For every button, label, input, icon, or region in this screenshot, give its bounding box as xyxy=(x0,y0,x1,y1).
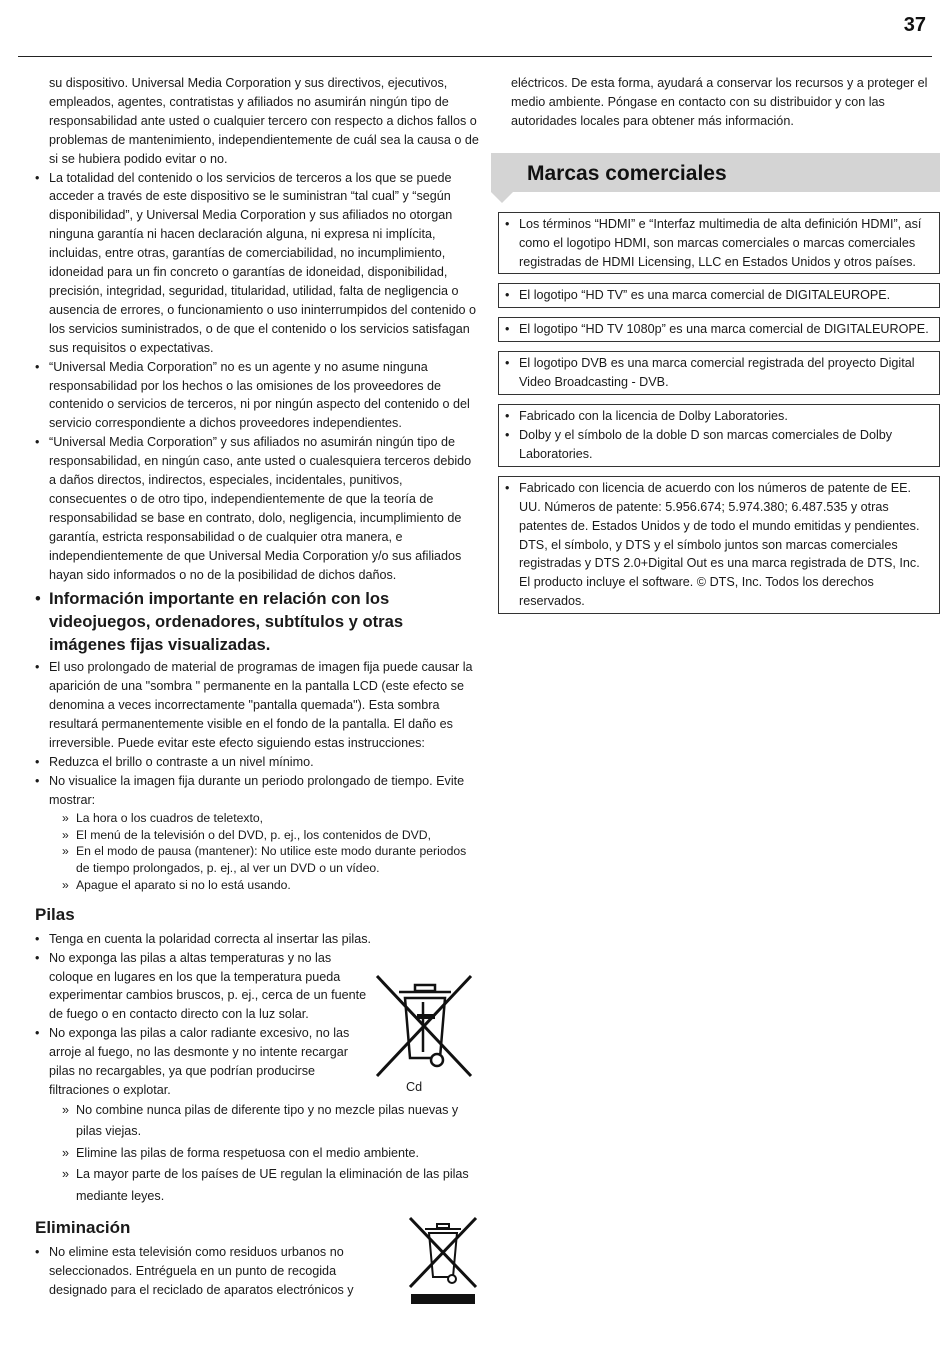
list-item: • Tenga en cuenta la polaridad correcta al insertar las pilas. xyxy=(35,930,480,949)
trademark-box-dts xyxy=(498,476,940,614)
list-item: • No visualice la imagen fija durante un periodo prolongado de tiempo. Evite mostrar: xyxy=(35,772,480,810)
sub-list-item: » El menú de la televisión o del DVD, p. ej., los contenidos de DVD, xyxy=(35,827,480,844)
trademark-box-hdtv1080p xyxy=(498,317,940,342)
list-item: • El uso prolongado de material de programas de imagen fija puede causar la aparición de una "sombra " permanente en la pantalla LCD (este efecto se denomina a veces incorrectamente "pantalla quemada"). Esta sombra resultará permanentemente visible en el fondo de la pantalla. El daño es irreversible. Puede evitar este efecto siguiendo estas instrucciones: xyxy=(35,658,480,753)
crossed-bin-icon xyxy=(373,972,477,1082)
sub-list-item: » Elimine las pilas de forma respetuosa con el medio ambiente. xyxy=(35,1143,480,1165)
list-item: • Reduzca el brillo o contraste a un nivel mínimo. xyxy=(35,753,480,772)
section-title-eliminacion: Eliminación xyxy=(35,1218,131,1238)
left-column xyxy=(35,74,480,1300)
list-item: • Fabricado con la licencia de Dolby Laboratories. xyxy=(505,407,931,426)
list-item: • El logotipo “HD TV 1080p” es una marca comercial de DIGITALEUROPE. xyxy=(505,320,931,339)
trademark-box-dolby xyxy=(498,404,940,467)
banner-title: Marcas comerciales xyxy=(527,161,727,185)
list-item: • “Universal Media Corporation” no es un agente y no asume ninguna responsabilidad por los hechos o las omisiones de los proveedores de contenido o servicios de terceros, ni por ningún aspecto del contenido o del servicio correspondiente a dichos proveedores independientes. xyxy=(35,358,480,434)
list-item: • La totalidad del contenido o los servicios de terceros a los que se puede acceder a través de este dispositivo se le suministran “tal cual” y “según disponibilidad”, y Universal Media Corporation y sus afiliados no otorgan ninguna garantía ni hacen declaración alguna, ni expresa ni implícita, incluidas, entre otras, garantías de comerciabilidad, no incumplimiento, idoneidad para un fin concreto o garantías de idoneidad, disponibilidad, precisión, integridad, seguridad, titularidad, utilidad, falta de negligencia o ausencia de errores, o funcionamiento o uso ininterrumpidos del contenido o los servicios suministrados, o de que el contenido o los servicios satisfagan sus requisitos o expectativas. xyxy=(35,169,480,358)
sub-list-item: » No combine nunca pilas de diferente tipo y no mezcle pilas nuevas y pilas viejas. xyxy=(35,1100,480,1143)
list-item: • Dolby y el símbolo de la doble D son marcas comerciales de Dolby Laboratories. xyxy=(505,426,931,464)
trademark-box-hdmi xyxy=(498,212,940,275)
right-column xyxy=(491,74,940,623)
list-item: • Fabricado con licencia de acuerdo con los números de patente de EE. UU. Números de patente: 5.956.674; 5.974.380; 6.487.535 y otras patentes de. Estados Unidos y de todo el mundo emitidas y pendientes. DTS, el símbolo, y DTS y el símbolo juntos son marcas comerciales registradas y DTS 2.0+Digital Out es una marca registrada de DTS, Inc. El producto incluye el software. © DTS, Inc. Todos los derechos reservados. xyxy=(505,479,931,611)
section-title-pilas: Pilas xyxy=(35,904,75,924)
paragraph-continuation: su dispositivo. Universal Media Corporation y sus directivos, ejecutivos, empleados, agentes, contratistas y afiliados no asumirán ningún tipo de responsabilidad ante usted o cualquier tercero con respecto a dichos fallos o problemas de mantenimiento, independientemente de cuál sea la causa o de si se hubiera podido evitar o no. xyxy=(49,76,479,166)
sub-list-item: » La mayor parte de los países de UE regulan la eliminación de las pilas mediante leyes. xyxy=(35,1164,480,1207)
sub-list-item: » Apague el aparato si no lo está usando. xyxy=(35,877,480,894)
pilas-section xyxy=(35,930,480,1208)
trademark-box-dvb xyxy=(498,351,940,395)
list-item: • Los términos “HDMI” e “Interfaz multimedia de alta definición HDMI”, así como el logotipo HDMI, son marcas comerciales o marcas comerciales registradas de HDMI Licensing, LLC en Estados Unidos y otros países. xyxy=(505,215,931,272)
list-item: • El logotipo DVB es una marca comercial registrada del proyecto Digital Video Broadcasting - DVB. xyxy=(505,354,931,392)
section-heading-still-images: • Información importante en relación con los videojuegos, ordenadores, subtítulos y otras imágenes fijas visualizadas. xyxy=(35,587,480,656)
header-rule xyxy=(18,56,932,57)
section-banner-marcas xyxy=(491,153,940,192)
cadmium-label: Cd xyxy=(406,1079,423,1094)
page-number: 37 xyxy=(903,14,926,36)
list-item: • “Universal Media Corporation” y sus afiliados no asumirán ningún tipo de responsabilidad, en ningún caso, ante usted o cualesquiera terceros debido a daños directos, indirectos, especiales, incidentales, punitivos, consecuentes o de otro tipo, independientemente de que la teoría de responsabilidad se base en contrato, dolo, negligencia, incumplimiento de garantía, estricta responsabilidad o de cualquier otra manera, e independientemente de que Universal Media Corporation y/o sus afiliados hayan sido informados o no de la posibilidad de dichos daños. xyxy=(35,433,480,584)
eliminacion-section xyxy=(35,1243,480,1300)
trademark-box-hdtv xyxy=(498,283,940,308)
sub-list-item: » En el modo de pausa (mantener): No utilice este modo durante periodos de tiempo prolongados, p. ej., al ver un DVD o un vídeo. xyxy=(35,843,480,877)
list-item: • No elimine esta televisión como residuos urbanos no seleccionados. Entréguela en un punto de recogida designado para el reciclado de aparatos electrónicos y xyxy=(35,1243,374,1300)
crossed-bin-bar-icon xyxy=(407,1215,479,1307)
banner-tab xyxy=(491,192,513,203)
sub-list-item: » La hora o los cuadros de teletexto, xyxy=(35,810,480,827)
list-item: • El logotipo “HD TV” es una marca comercial de DIGITALEUROPE. xyxy=(505,286,931,305)
paragraph-continuation: eléctricos. De esta forma, ayudará a conservar los recursos y a proteger el medio ambiente. Póngase en contacto con su distribuidor y con las autoridades locales para obtener más información. xyxy=(511,76,928,128)
list-item: • No exponga las pilas a altas temperaturas y no las coloque en lugares en los que la temperatura pueda experimentar cambios bruscos, p. ej., cerca de un fuente de fuego o en contacto directo con la luz solar. xyxy=(35,949,369,1025)
list-item: • No exponga las pilas a calor radiante excesivo, no las arroje al fuego, no las desmonte y no intente recargar pilas no recargables, ya que podrían producirse filtraciones o explotar. xyxy=(35,1024,369,1100)
